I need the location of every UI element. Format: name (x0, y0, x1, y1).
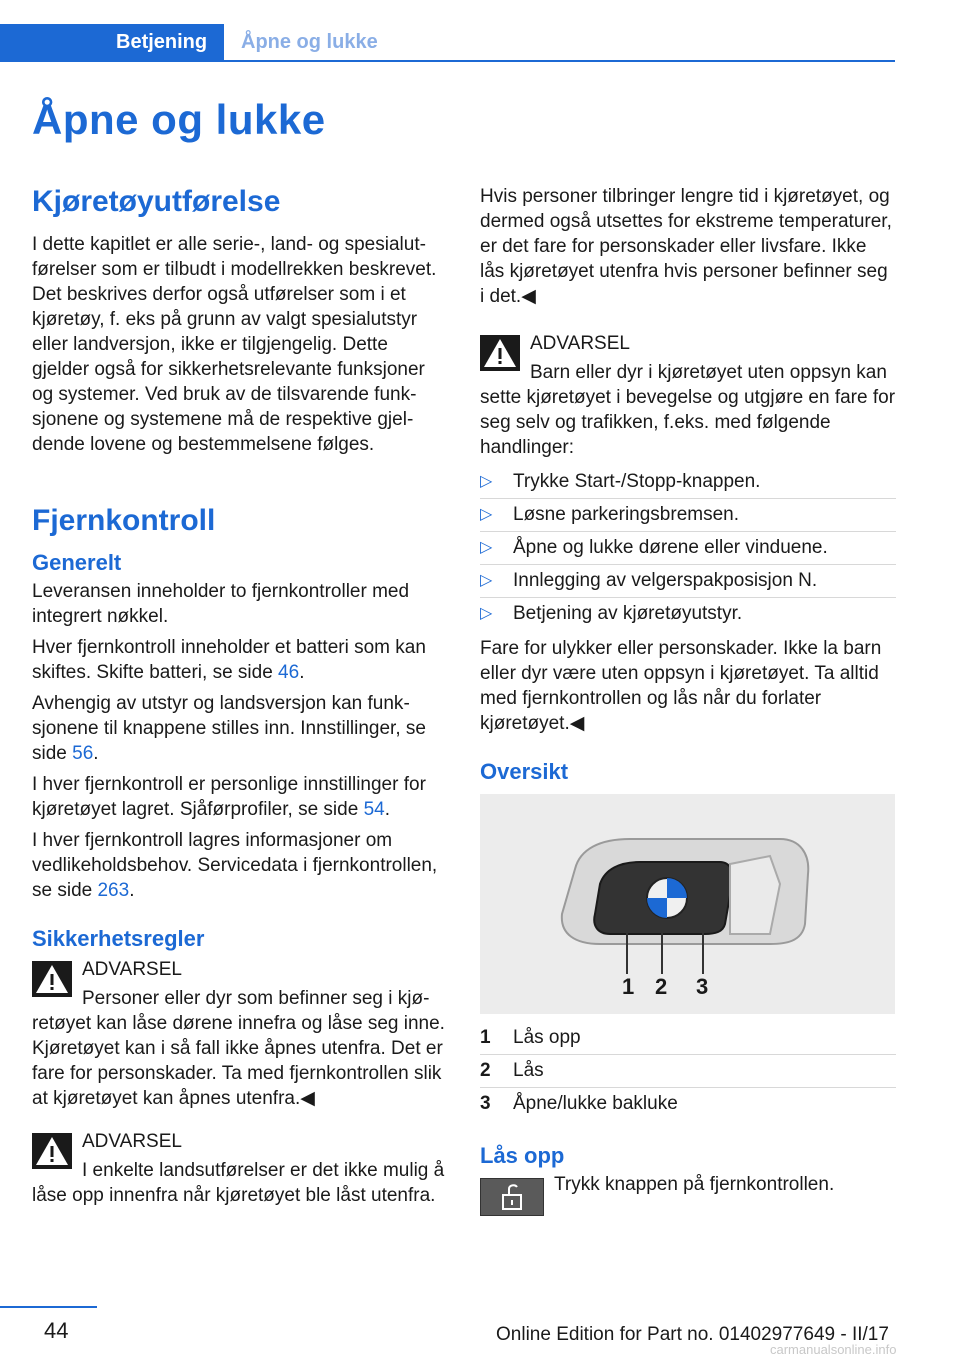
warning-text: Personer eller dyr som befinner seg i kjøretøyet kan låse dørene innefra og låse seg inne. Kjøretøyet kan i så fall ikke åpnes utenfra. Det er fare for personskader. Ta med fjernkontrollen slik at kjøretøyet kan åpnes utenfra.◀ (32, 988, 445, 1109)
tab-apne-og-lukke[interactable]: Åpne og lukke (241, 31, 378, 53)
page-title: Åpne og lukke (32, 96, 326, 143)
link-page-46[interactable]: 46 (278, 662, 300, 683)
unlock-text: Trykk knappen på fjernkontrollen. (554, 1174, 835, 1195)
page-number: 44 (44, 1318, 69, 1343)
remote-key-figure (480, 794, 895, 1014)
triangle-bullet-icon: ▷ (480, 473, 493, 490)
heading-safety: Sikkerhetsregler (32, 926, 205, 951)
heading-overview: Oversikt (480, 759, 569, 784)
unlock-button-icon (480, 1178, 544, 1216)
warning-label: ADVARSEL (82, 1131, 182, 1152)
paragraph-buttons: Avhengig av utstyr og landsversjon kan funksjonene til knappene stilles inn. Innstillinger, se side 56. (32, 693, 426, 764)
remote-key-illustration (480, 794, 895, 1014)
heading-unlock: Lås opp (480, 1143, 565, 1168)
warning-icon (32, 1133, 72, 1169)
warning-block-2 (32, 1129, 450, 1208)
heading-vehicle-variant: Kjøretøyutførelse (32, 185, 281, 218)
unlock-instruction (480, 1172, 896, 1220)
warning-block-1 (32, 957, 450, 1111)
list-item: ▷ Løsne parkeringsbremsen. (480, 499, 896, 532)
list-item: ▷ Åpne og lukke dørene eller vinduene. (480, 532, 896, 565)
heading-general: Generelt (32, 550, 122, 575)
warning-label: ADVARSEL (530, 333, 630, 354)
triangle-bullet-icon: ▷ (480, 506, 493, 523)
figure-label-2: 2 (655, 974, 668, 999)
paragraph-delivery: Leveransen inneholder to fjernkontroller med integrert nøkkel. (32, 581, 410, 627)
figure-legend (480, 1022, 896, 1120)
figure-label-1: 1 (622, 974, 635, 999)
edition-text: Online Edition for Part no. 01402977649 - II/17 (496, 1324, 889, 1345)
paragraph-service: I hver fjernkontroll lagres informasjoner om vedlikeholdsbehov. Servicedata i fjernkontrollen, se side 263. (32, 830, 438, 901)
warning-icon (480, 335, 520, 371)
watermark: carmanualsonline.info (770, 1342, 897, 1357)
footer-rule (0, 1306, 97, 1308)
paragraph-variant: I dette kapitlet er alle serie-, land- og spesialutførelser som er tilbudt i modellrekken beskrevet. Det beskrives derfor også utførelser som i et kjøretøy, f. eks på grunn av valgt spesialutstyr eller landversjon, ikke er tilgjengelig. Dette gjelder også for sikkerhetsrelevante funksjoner og systemer. Ved bruk av de tilsvarende funksjonene og systemene må de respektive gjeldende lovene og bestemmelsene følges. (32, 234, 437, 455)
link-page-54[interactable]: 54 (363, 799, 385, 820)
triangle-bullet-icon: ▷ (480, 539, 493, 556)
heading-remote-control: Fjernkontroll (32, 504, 216, 537)
warning-label: ADVARSEL (82, 959, 182, 980)
warning-text: I enkelte landsutførelser er det ikke mulig å låse opp innenfra når kjøretøyet ble låst utenfra. (32, 1160, 445, 1206)
list-item: ▷ Trykke Start-/Stopp-knappen. (480, 466, 896, 499)
header-tabbar (0, 24, 895, 62)
header-rule (224, 60, 895, 62)
legend-row: 2 Lås (480, 1055, 896, 1088)
right-column (480, 184, 896, 1220)
warning-block-3 (480, 331, 896, 460)
paragraph-profiles: I hver fjernkontroll er personlige innstillinger for kjøretøyet lagret. Sjåførprofiler, se side 54. (32, 774, 426, 820)
tab-betjening[interactable]: Betjening (0, 24, 224, 62)
triangle-bullet-icon: ▷ (480, 605, 493, 622)
bullet-list (480, 466, 896, 630)
list-item: ▷ Betjening av kjøretøyutstyr. (480, 603, 743, 624)
warning-text: Barn eller dyr i kjøretøyet uten oppsyn kan sette kjøretøyet i bevegelse og utgjøre en fare for seg selv og trafikken, f.eks. med følgende handlinger: (480, 362, 896, 458)
left-column (32, 184, 450, 1214)
paragraph-battery: Hver fjernkontroll inneholder et batteri som kan skiftes. Skifte batteri, se side 46. (32, 637, 426, 683)
link-page-56[interactable]: 56 (72, 743, 94, 764)
paragraph-warning-continued: Hvis personer tilbringer lengre tid i kjøretøyet, og dermed også utsettes for ekstreme temperaturer, er det fare for personskader eller livsfare. Ikke lås kjøretøyet utenfra hvis personer befinner seg i det.◀ (480, 186, 892, 307)
legend-row: 3 Åpne/lukke bakluke (480, 1093, 678, 1114)
legend-row: 1 Lås opp (480, 1022, 896, 1055)
link-page-263[interactable]: 263 (97, 880, 130, 901)
list-item: ▷ Innlegging av velgerspakposisjon N. (480, 565, 896, 598)
triangle-bullet-icon: ▷ (480, 572, 493, 589)
figure-label-3: 3 (696, 974, 709, 999)
warning-icon (32, 961, 72, 997)
paragraph-danger: Fare for ulykker eller personskader. Ikke la barn eller dyr være uten oppsyn i kjøretøyet. Ta alltid med fjernkontrollen og lås når du forlater kjøretøyet.◀ (480, 638, 882, 734)
